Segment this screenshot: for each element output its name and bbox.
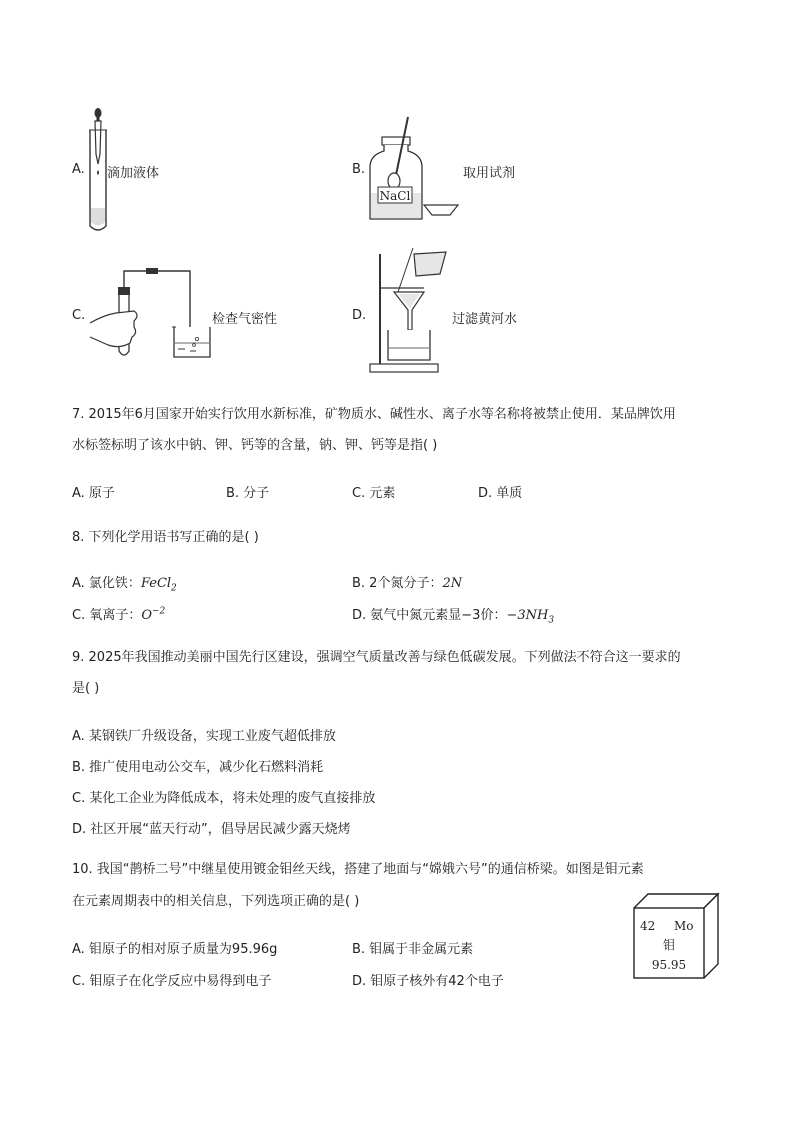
question-8-option-c-superscript: −2 bbox=[152, 606, 166, 617]
question-8-option-d-subscript: 3 bbox=[548, 615, 555, 626]
question-10-option-c: C. 钼原子在化学反应中易得到电子 bbox=[72, 974, 272, 989]
question-8-option-b bbox=[352, 572, 462, 591]
airtightness-check-figure bbox=[90, 265, 220, 361]
atomic-mass: 95.95 bbox=[651, 958, 687, 972]
question-9-stem-line2: 是( ) bbox=[72, 681, 100, 696]
question-7-option-c: C. 元素 bbox=[352, 486, 396, 501]
question-7-option-a: A. 原子 bbox=[72, 486, 115, 501]
question-8-option-a-subscript: 2 bbox=[171, 583, 177, 594]
option-c-text: 检查气密性 bbox=[212, 312, 278, 327]
option-b-text: 取用试剂 bbox=[463, 166, 516, 181]
question-7-option-d: D. 单质 bbox=[478, 486, 523, 501]
question-9-option-a: A. 某钢铁厂升级设备，实现工业废气超低排放 bbox=[72, 729, 336, 744]
reagent-bottle-figure bbox=[368, 115, 468, 225]
question-8-option-a bbox=[72, 572, 177, 594]
option-d-text: 过滤黄河水 bbox=[452, 312, 518, 327]
option-a-label: A. bbox=[72, 162, 85, 177]
question-9-stem-line1: 9. 2025年我国推动美丽中国先行区建设，强调空气质量改善与绿色低碳发展。下列做法不符合这一要求的 bbox=[72, 650, 681, 665]
question-9-option-c: C. 某化工企业为降低成本，将未处理的废气直接排放 bbox=[72, 791, 376, 806]
question-8-option-a-formula: FeCl bbox=[140, 576, 172, 591]
question-8-option-d-prefix: D. 氨气中氮元素显−3价： bbox=[352, 608, 507, 623]
question-8-stem: 8. 下列化学用语书写正确的是( ) bbox=[72, 530, 259, 545]
question-8-option-d-formula: −3NH bbox=[506, 608, 549, 623]
option-a-text: 滴加液体 bbox=[107, 166, 160, 181]
question-10-option-b: B. 钼属于非金属元素 bbox=[352, 942, 474, 957]
question-7-stem-line2: 水标签标明了该水中钠、钾、钙等的含量，钠、钾、钙等是指( ) bbox=[72, 438, 438, 453]
filtration-figure bbox=[368, 248, 458, 374]
option-d-label: D. bbox=[352, 308, 367, 323]
option-b-label: B. bbox=[352, 162, 366, 177]
question-10-stem-line2: 在元素周期表中的相关信息，下列选项正确的是( ) bbox=[72, 894, 360, 909]
element-name: 钼 bbox=[662, 938, 676, 952]
question-8-option-c-prefix: C. 氧离子： bbox=[72, 608, 142, 623]
question-8-option-b-prefix: B. 2个氮分子： bbox=[352, 576, 443, 591]
periodic-table-cell bbox=[630, 892, 720, 980]
bottle-label-text: NaCl bbox=[379, 189, 411, 203]
question-10-option-d: D. 钼原子核外有42个电子 bbox=[352, 974, 504, 989]
question-7-stem-line1: 7. 2015年6月国家开始实行饮用水新标准，矿物质水、碱性水、离子水等名称将被禁止使用．某品牌饮用 bbox=[72, 407, 676, 422]
element-symbol: Mo bbox=[674, 919, 694, 933]
question-7-option-b: B. 分子 bbox=[226, 486, 270, 501]
question-8-option-d bbox=[352, 604, 554, 626]
question-9-option-b: B. 推广使用电动公交车，减少化石燃料消耗 bbox=[72, 760, 324, 775]
question-8-option-c-formula: O bbox=[141, 608, 153, 623]
question-10-option-a: A. 钼原子的相对原子质量为95.96g bbox=[72, 942, 278, 957]
question-8-option-c bbox=[72, 604, 165, 623]
option-c-label: C. bbox=[72, 308, 86, 323]
question-9-option-d: D. 社区开展“蓝天行动”，倡导居民减少露天烧烤 bbox=[72, 822, 351, 837]
question-10-stem-line1: 10. 我国“鹊桥二号”中继星使用镀金钼丝天线，搭建了地面与“嫦娥六号”的通信桥梁。如图是钼元素 bbox=[72, 862, 644, 877]
atomic-number: 42 bbox=[640, 919, 656, 933]
question-8-option-b-formula: 2N bbox=[442, 576, 463, 591]
question-8-option-a-prefix: A. 氯化铁： bbox=[72, 576, 141, 591]
